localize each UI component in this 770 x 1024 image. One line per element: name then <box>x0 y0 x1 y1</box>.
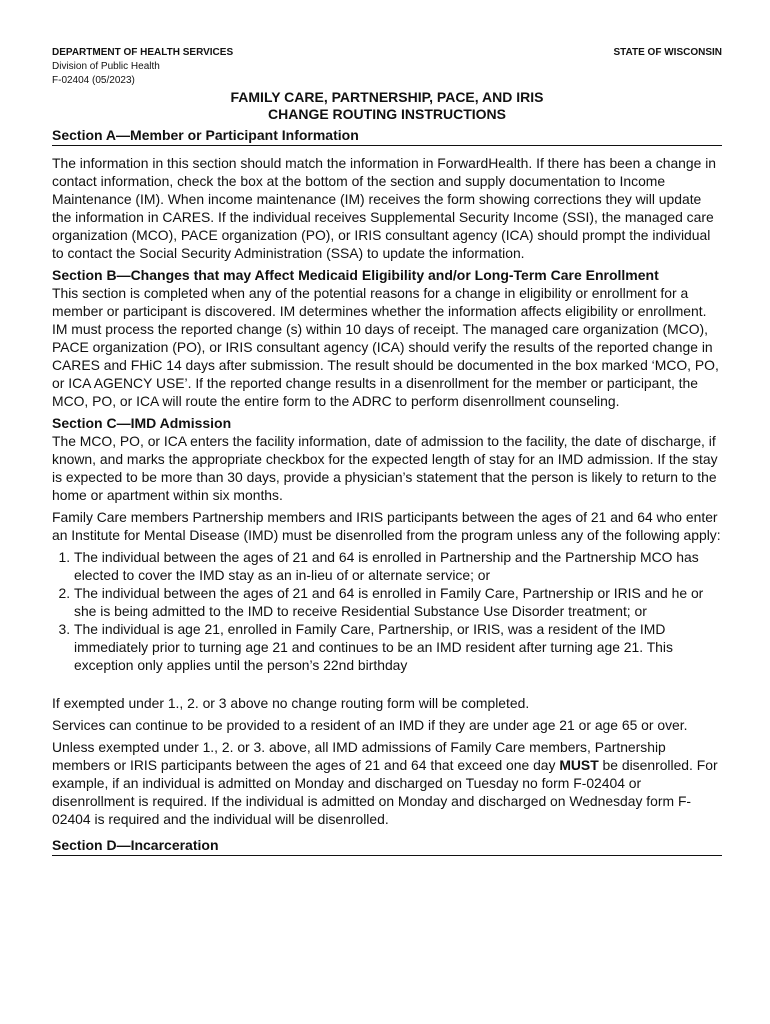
section-a-heading: Section A—Member or Participant Information <box>52 126 722 146</box>
section-c-heading: Section C—IMD Admission <box>52 415 232 431</box>
title-line-1: FAMILY CARE, PARTNERSHIP, PACE, AND IRIS <box>230 89 544 105</box>
section-b-body: This section is completed when any of the potential reasons for a change in eligibility or enrollment for a member or participant is discovered. IM determines whether the information affects eligibility or enrollment. IM must process the reported change (s) within 10 days of receipt. The managed care organization (MCO), PACE organization (PO), or IRIS consultant agency (ICA) should verify the results of the reported change in CARES and FHiC 14 days after submission. The result should be documented in the box marked ‘MCO, PO, or ICA AGENCY USE’. If the reported change results in a disenrollment for the member or participant, the MCO, PO, or ICA will route the entire form to the ADRC to perform disenrollment counseling. <box>52 285 719 409</box>
list-item: 1. The individual between the ages of 21 and 64 is enrolled in Partnership and the Partnership MCO has elected to cover the IMD stay as an in-lieu of or alternate service; or <box>74 548 722 584</box>
section-c-body-2: Family Care members Partnership members and IRIS participants between the ages of 21 and 64 who enter an Institute for Mental Disease (IMD) must be disenrolled from the program unless any of the following apply: <box>52 509 721 543</box>
spacer <box>52 674 722 694</box>
disenroll-text-pre: Unless exempted under 1., 2. or 3. above, all IMD admissions of Family Care members, Partnership members or IRIS participants between the ages of 21 and 64 that exceed one day <box>52 739 666 773</box>
disenroll-note <box>52 738 722 828</box>
document-title <box>52 89 722 123</box>
section-c-body-1: The MCO, PO, or ICA enters the facility information, date of admission to the facility, the date of discharge, if known, and marks the appropriate checkbox for the expected length of stay for an IMD admission. If the stay is expected to be more than 30 days, provide a physician’s statement that the person is likely to return to the home or apartment within six months. <box>52 433 718 503</box>
list-item: 3. The individual is age 21, enrolled in Family Care, Partnership, or IRIS, was a resident of the IMD immediately prior to turning age 21 and continues to be an IMD resident after turning age 21. This exception only applies until the person’s 22nd birthday <box>74 620 722 674</box>
section-d-heading: Section D—Incarceration <box>52 836 722 856</box>
exempt-note: If exempted under 1., 2. or 3 above no change routing form will be completed. <box>52 695 530 711</box>
exemption-list <box>52 548 722 674</box>
division-name: Division of Public Health <box>52 61 160 72</box>
must-emphasis: MUST <box>559 757 599 773</box>
form-id: F-02404 (05/2023) <box>52 75 135 86</box>
title-line-2: CHANGE ROUTING INSTRUCTIONS <box>268 106 506 122</box>
disenroll-text-post: be disenrolled. For example, if an individual is admitted on Monday and discharged on Tuesday no form F-02404 or disenrollment is required. If the individual is admitted on Monday and discharged on Wednesday form F-02404 is required and the individual will be disenrolled. <box>52 757 718 827</box>
list-item: 2. The individual between the ages of 21 and 64 is enrolled in Family Care, Partnership or IRIS and he or she is being admitted to the IMD to receive Residential Substance Use Disorder treatment; or <box>74 584 722 620</box>
services-note: Services can continue to be provided to a resident of an IMD if they are under age 21 or age 65 or over. <box>52 717 688 733</box>
header-left <box>52 46 233 88</box>
document-content <box>52 126 722 856</box>
section-b-heading: Section B—Changes that may Affect Medicaid Eligibility and/or Long-Term Care Enrollment <box>52 267 659 283</box>
section-a-body: The information in this section should match the information in ForwardHealth. If there has been a change in contact information, check the box at the bottom of the section and supply documentation to Income Maintenance (IM). When income maintenance (IM) receives the form showing corrections they will update the information in CARES. If the individual receives Supplemental Security Income (SSI), the managed care organization (MCO), PACE organization (PO), or IRIS consultant agency (ICA) should prompt the individual to contact the Social Security Administration (SSA) to update the information. <box>52 155 717 261</box>
state-name: STATE OF WISCONSIN <box>613 47 722 58</box>
department-name: DEPARTMENT OF HEALTH SERVICES <box>52 47 234 58</box>
